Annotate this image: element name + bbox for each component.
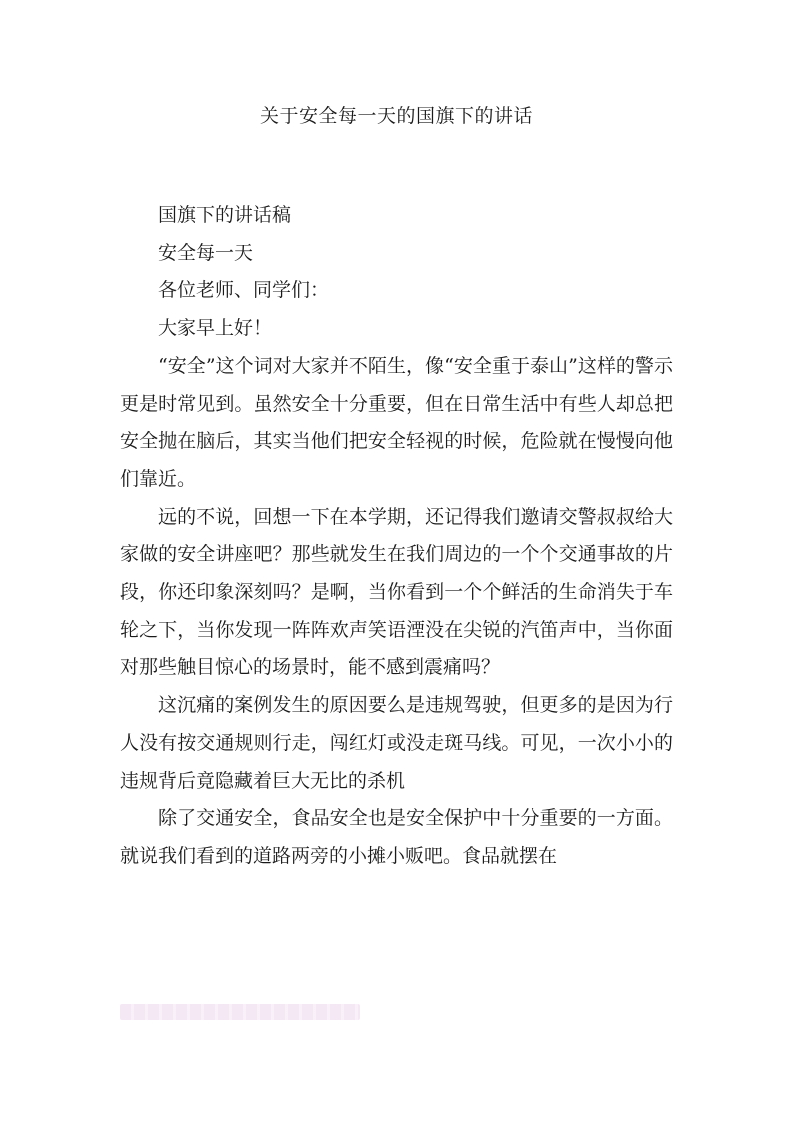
paragraph: “安全”这个词对大家并不陌生，像“安全重于泰山”这样的警示更是时常见到。虽然安全十分重要，但在日常生活中有些人却总把安全抛在脑后，其实当他们把安全轻视的时候，危险就在慢慢向他们靠近。 [120, 354, 673, 490]
faded-watermark [120, 1004, 360, 1020]
paragraph: 国旗下的讲话稿 [158, 204, 292, 226]
paragraph: 这沉痛的案例发生的原因要么是违规驾驶，但更多的是因为行人没有按交通规则行走，闯红灯或没走斑马线。可见，一次小小的违规背后竟隐藏着巨大无比的杀机 [120, 694, 673, 792]
paragraph: 安全每一天 [158, 241, 254, 264]
salutation: 各位老师、同学们： [158, 279, 330, 302]
document-title: 关于安全每一天的国旗下的讲话 [259, 105, 533, 127]
document-body [120, 197, 673, 876]
paragraph: 远的不说，回想一下在本学期，还记得我们邀请交警叔叔给大家做的安全讲座吧？那些就发生在我们周边的一个个交通事故的片段，你还印象深刻吗？是啊，当你看到一个个鲜活的生命消失于车轮之下，当你发现一阵阵欢声笑语湮没在尖锐的汽笛声中，当你面对那些触目惊心的场景时，能不感到震痛吗？ [120, 505, 673, 679]
greeting: 大家早上好！ [158, 317, 273, 340]
paragraph: 除了交通安全，食品安全也是安全保护中十分重要的一方面。就说我们看到的道路两旁的小摊小贩吧。食品就摆在 [120, 807, 673, 867]
